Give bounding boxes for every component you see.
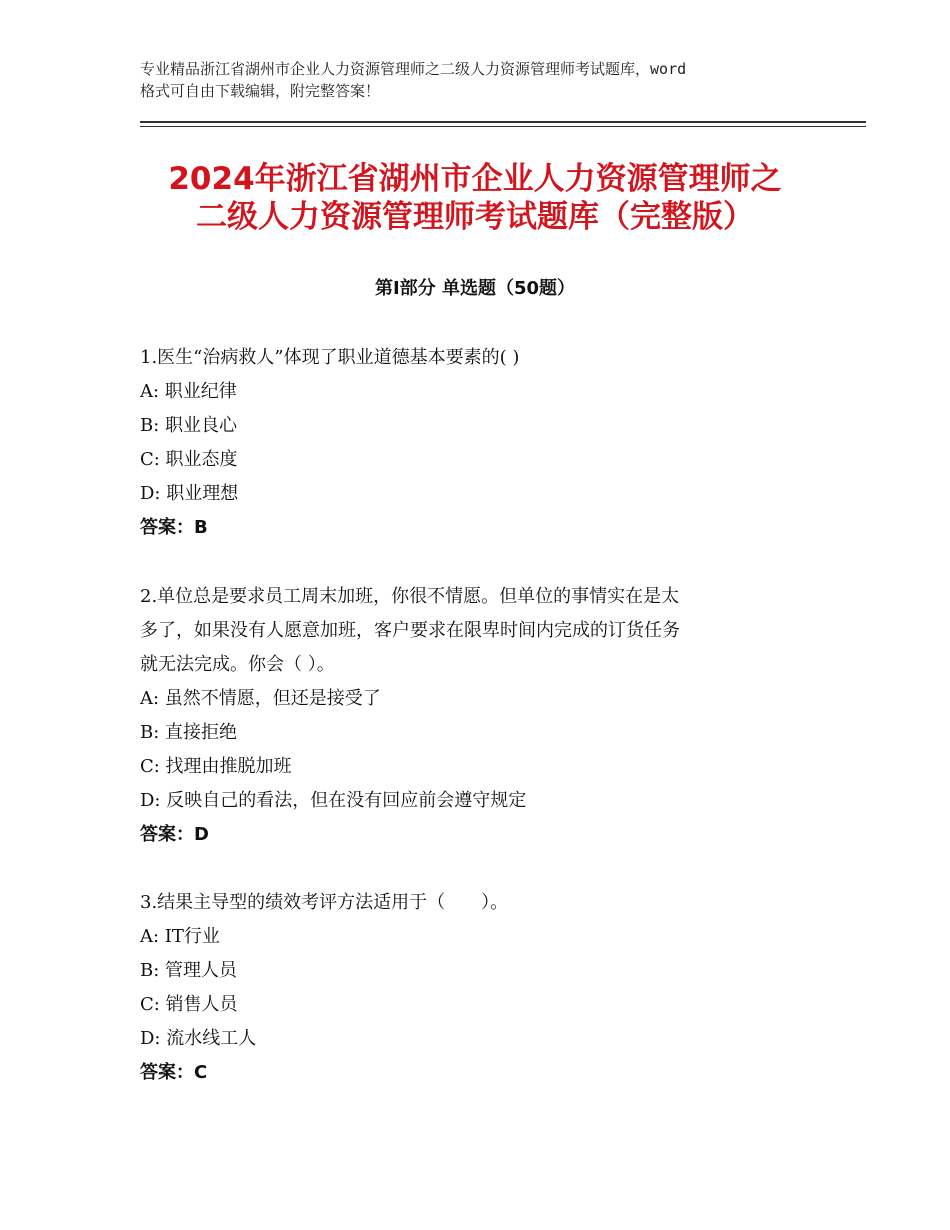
answer: 答案：D — [140, 824, 209, 845]
question-stem: 2.单位总是要求员工周末加班，你很不情愿。但单位的事情实在是太 — [140, 586, 680, 607]
question-1 — [140, 341, 820, 545]
question-stem: 1.医生“治病救人”体现了职业道德基本要素的( ) — [140, 347, 520, 368]
option-b: B: 直接拒绝 — [140, 722, 238, 743]
question-stem: 就无法完成。你会（ ）。 — [140, 654, 335, 675]
option-d: D: 反映自己的看法，但在没有回应前会遵守规定 — [140, 790, 527, 811]
option-a: A: 虽然不情愿，但还是接受了 — [140, 688, 381, 709]
header-note — [140, 58, 830, 102]
answer: 答案：C — [140, 1062, 208, 1083]
question-3 — [140, 886, 820, 1090]
option-c: C: 找理由推脱加班 — [140, 756, 292, 777]
header-divider-thick — [140, 121, 866, 123]
option-a: A: IT行业 — [140, 926, 220, 947]
option-c: C: 销售人员 — [140, 994, 238, 1015]
document-title — [100, 160, 850, 236]
document-title-line-1: 2024年浙江省湖州市企业人力资源管理师之 — [168, 161, 782, 197]
option-d: D: 流水线工人 — [140, 1028, 257, 1049]
option-b: B: 管理人员 — [140, 960, 238, 981]
question-stem: 3.结果主导型的绩效考评方法适用于（ ）。 — [140, 892, 509, 913]
document-title-line-2: 二级人力资源管理师考试题库（完整版） — [196, 199, 754, 235]
header-note-line-2: 格式可自由下载编辑，附完整答案！ — [140, 82, 381, 100]
option-d: D: 职业理想 — [140, 483, 239, 504]
header-note-line-1: 专业精品浙江省湖州市企业人力资源管理师之二级人力资源管理师考试题库，word — [140, 60, 687, 78]
header-divider-thin — [140, 126, 866, 127]
option-c: C: 职业态度 — [140, 449, 238, 470]
option-b: B: 职业良心 — [140, 415, 238, 436]
option-a: A: 职业纪律 — [140, 381, 237, 402]
answer: 答案：B — [140, 517, 208, 538]
section-title: 第Ⅰ部分 单选题（50题） — [374, 278, 575, 299]
question-2 — [140, 580, 820, 852]
question-stem: 多了，如果没有人愿意加班，客户要求在限卑时间内完成的订货任务 — [140, 620, 680, 641]
